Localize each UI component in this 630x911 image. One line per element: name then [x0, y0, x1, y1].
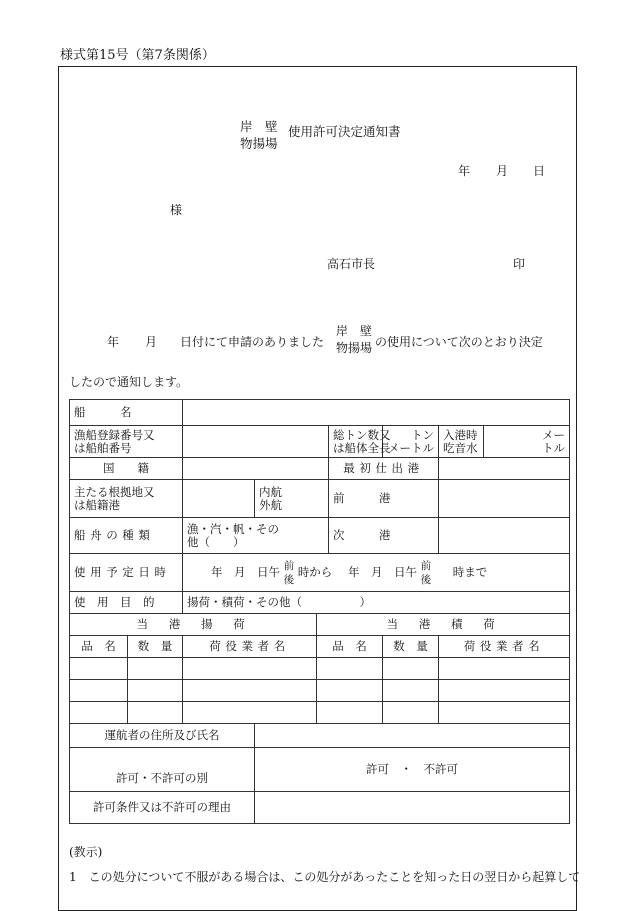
cell[interactable]: [183, 702, 317, 724]
cell[interactable]: [183, 658, 317, 680]
label-operator: 運航者の住所及び氏名: [70, 724, 255, 748]
application-table: [69, 399, 570, 824]
label-domestic-foreign[interactable]: 内航 外航: [255, 480, 329, 518]
table-row: [70, 658, 570, 680]
field-purpose[interactable]: 揚荷・積荷・その他（ ）: [183, 592, 570, 614]
row-permit: [70, 748, 570, 792]
label-next-port: 次 港: [329, 518, 439, 554]
label-prev-port: 前 港: [329, 480, 439, 518]
field-next-port[interactable]: [439, 518, 570, 554]
field-operator[interactable]: [255, 724, 570, 748]
field-first-port[interactable]: [439, 458, 570, 480]
row-operator: [70, 724, 570, 748]
label-ship-type: 船舟の種類: [70, 518, 183, 554]
body-year: 年: [107, 335, 120, 349]
row-cargo-columns: [70, 636, 570, 658]
title-stack: [240, 118, 278, 152]
field-ship-type[interactable]: 漁・汽・帆・その 他（ ）: [183, 518, 329, 554]
ampm-start: 前 後: [283, 559, 295, 586]
field-draft[interactable]: メー トル: [484, 426, 570, 458]
row-vessel-name: [70, 400, 570, 426]
field-home-port[interactable]: [183, 480, 255, 518]
cell[interactable]: [317, 658, 383, 680]
col-item-load: 品 名: [317, 636, 383, 658]
field-registration[interactable]: [183, 426, 329, 458]
title-line-wharf: 物揚場: [240, 136, 278, 151]
field-permit[interactable]: 許可 ・ 不許可: [255, 748, 570, 792]
addressee-sama: 様: [170, 203, 183, 217]
row-ship-type: [70, 518, 570, 554]
cell[interactable]: [70, 702, 128, 724]
label-permit: 許可・不許可の別: [70, 748, 255, 792]
label-conditions: 許可条件又は不許可の理由: [70, 792, 255, 824]
cell[interactable]: [70, 680, 128, 702]
row-home-port: [70, 480, 570, 518]
body-line-wharf: 物揚場: [336, 341, 373, 355]
row-registration: [70, 426, 570, 458]
row-use-date: [70, 554, 570, 592]
row-cargo-head: [70, 614, 570, 636]
body-facility-stack: [336, 323, 372, 357]
label-first-port: 最初仕出港: [329, 458, 439, 480]
cell[interactable]: [383, 702, 439, 724]
date-month: 月: [496, 164, 509, 178]
label-unload: 当 港 揚 荷: [70, 614, 317, 636]
body-text-2: の使用について次のとおり決定: [375, 335, 543, 349]
row-purpose: [70, 592, 570, 614]
field-tonnage[interactable]: トン メートル: [383, 426, 439, 458]
table-row: [70, 680, 570, 702]
field-vessel-name[interactable]: [183, 400, 570, 426]
cell[interactable]: [383, 680, 439, 702]
label-registration: 漁船登録番号又 は船舶番号: [70, 426, 183, 458]
col-item-unload: 品 名: [70, 636, 128, 658]
notes-item-1: 1 この処分について不服がある場合は、この処分があったことを知った日の翌日から起算して: [69, 870, 581, 884]
cell[interactable]: [128, 702, 183, 724]
sender-name: 高石市長: [327, 257, 376, 271]
label-purpose: 使 用 目 的: [70, 592, 183, 614]
label-use-date: 使用予定日時: [70, 554, 183, 592]
cell[interactable]: [70, 658, 128, 680]
field-conditions[interactable]: [255, 792, 570, 824]
cell[interactable]: [183, 680, 317, 702]
ampm-end: 前 後: [420, 559, 432, 586]
cell[interactable]: [439, 702, 570, 724]
cell[interactable]: [317, 702, 383, 724]
col-qty-unload: 数 量: [128, 636, 183, 658]
col-handler-unload: 荷役業者名: [183, 636, 317, 658]
field-nationality[interactable]: [183, 458, 329, 480]
cell[interactable]: [383, 658, 439, 680]
field-prev-port[interactable]: [439, 480, 570, 518]
cell[interactable]: [439, 658, 570, 680]
label-nationality: 国 籍: [70, 458, 183, 480]
label-tonnage: 総トン数又 は船体全長: [329, 426, 383, 458]
col-handler-load: 荷役業者名: [439, 636, 570, 658]
date-day: 日: [533, 164, 546, 178]
title-line-quay: 岸 壁: [240, 119, 278, 134]
label-draft: 入港時 吃音水: [439, 426, 484, 458]
label-vessel-name: 船 名: [70, 400, 183, 426]
document-title: 使用許可決定通知書: [288, 124, 401, 139]
body-text-1: 日付にて申請のありました: [180, 335, 325, 349]
label-load: 当 港 積 荷: [317, 614, 570, 636]
body-text-3: したので通知します。: [69, 375, 189, 389]
body-month: 月: [145, 335, 158, 349]
seal-mark: 印: [513, 257, 526, 271]
field-use-date[interactable]: 年 月 日午 前 後 時から 年 月 日午 前 後 時まで: [183, 554, 570, 592]
body-line-quay: 岸 壁: [336, 324, 373, 338]
cell[interactable]: [128, 658, 183, 680]
cell[interactable]: [128, 680, 183, 702]
cell[interactable]: [439, 680, 570, 702]
label-home-port: 主たる根拠地又 は船籍港: [70, 480, 183, 518]
notes-heading: (教示): [69, 845, 103, 859]
col-qty-load: 数 量: [383, 636, 439, 658]
row-conditions: [70, 792, 570, 824]
table-row: [70, 702, 570, 724]
cell[interactable]: [317, 680, 383, 702]
form-number: 様式第15号（第7条関係）: [60, 48, 215, 63]
row-nationality: [70, 458, 570, 480]
date-year: 年: [458, 164, 471, 178]
